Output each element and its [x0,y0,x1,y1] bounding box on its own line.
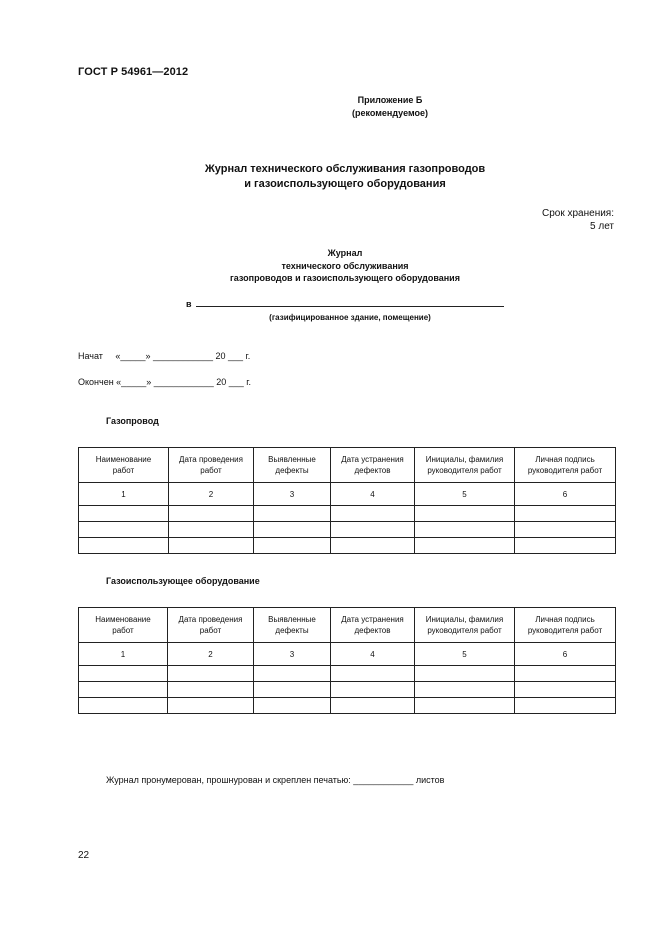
document-title-line-1: Журнал технического обслуживания газопроводов [204,163,486,175]
empty-cell [79,538,169,554]
column-number-row [79,483,616,506]
column-number: 1 [79,483,169,506]
empty-cell [79,682,168,698]
empty-cell [254,538,331,554]
table-row [79,698,616,714]
empty-cell [331,538,415,554]
column-number: 2 [169,483,254,506]
empty-cell [254,682,331,698]
column-number: 3 [254,643,331,666]
empty-cell [168,682,254,698]
empty-cell [169,506,254,522]
empty-cell [254,698,331,714]
column-number: 6 [515,643,616,666]
journal-certification-line: Журнал пронумерован, прошнурован и скреплен печатью: ____________ листов [106,775,445,785]
appendix-status: (рекомендуемое) [352,108,428,118]
journal-title-line-2: технического обслуживания [281,261,409,271]
empty-cell [169,538,254,554]
column-number: 4 [331,483,415,506]
column-number: 6 [515,483,616,506]
storage-term-value: 5 лет [590,221,614,232]
empty-cell [515,666,616,682]
column-number: 5 [415,643,515,666]
empty-cell [515,698,616,714]
header-work-name: Наименование работ [79,448,169,483]
empty-cell [515,522,616,538]
journal-title-line-3: газопроводов и газоиспользующего оборудования [230,273,460,283]
empty-cell [169,522,254,538]
header-work-date: Дата проведения работ [168,608,254,643]
column-number: 3 [254,483,331,506]
end-date-line: Окончен «_____» ____________ 20 ___ г. [78,377,251,387]
column-number: 1 [79,643,168,666]
empty-cell [415,698,515,714]
table-row [79,666,616,682]
empty-cell [515,682,616,698]
location-prefix: в [186,299,192,309]
header-supervisor-name: Инициалы, фамилия руководителя работ [415,608,515,643]
appendix-label: Приложение Б [357,95,423,105]
header-defects: Выявленные дефекты [254,448,331,483]
header-supervisor-signature: Личная подпись руководителя работ [515,608,616,643]
document-title-line-2: и газоиспользующего оборудования [244,178,446,190]
header-fix-date: Дата устранения дефектов [331,448,415,483]
storage-term-label: Срок хранения: [541,208,614,219]
empty-cell [415,682,515,698]
empty-cell [415,506,515,522]
empty-cell [79,522,169,538]
table-row [79,522,616,538]
location-note: (газифицированное здание, помещение) [269,313,431,322]
header-supervisor-name: Инициалы, фамилия руководителя работ [415,448,515,483]
empty-cell [331,506,415,522]
header-work-name: Наименование работ [79,608,168,643]
empty-cell [254,506,331,522]
empty-cell [515,538,616,554]
table-row [79,506,616,522]
empty-cell [331,522,415,538]
empty-cell [415,538,515,554]
equipment-maintenance-table [78,607,616,714]
empty-cell [331,666,415,682]
header-defects: Выявленные дефекты [254,608,331,643]
empty-cell [515,506,616,522]
table-row [79,682,616,698]
empty-cell [254,666,331,682]
location-fill-line [196,306,504,307]
section-title-pipeline: Газопровод [106,416,159,426]
empty-cell [168,698,254,714]
empty-cell [79,506,169,522]
header-work-date: Дата проведения работ [169,448,254,483]
column-number: 2 [168,643,254,666]
empty-cell [79,698,168,714]
table-row [79,538,616,554]
header-supervisor-signature: Личная подпись руководителя работ [515,448,616,483]
table-header-row [79,608,616,643]
page-number: 22 [78,850,90,861]
empty-cell [168,666,254,682]
column-number: 4 [331,643,415,666]
empty-cell [415,666,515,682]
empty-cell [79,666,168,682]
empty-cell [331,698,415,714]
column-number-row [79,643,616,666]
journal-title-line-1: Журнал [327,248,363,258]
section-title-equipment: Газоиспользующее оборудование [106,576,260,586]
empty-cell [331,682,415,698]
column-number: 5 [415,483,515,506]
table-header-row [79,448,616,483]
header-fix-date: Дата устранения дефектов [331,608,415,643]
empty-cell [254,522,331,538]
standard-number: ГОСТ Р 54961—2012 [78,66,189,78]
pipeline-maintenance-table [78,447,616,554]
start-date-line: Начат «_____» ____________ 20 ___ г. [78,351,251,361]
empty-cell [415,522,515,538]
